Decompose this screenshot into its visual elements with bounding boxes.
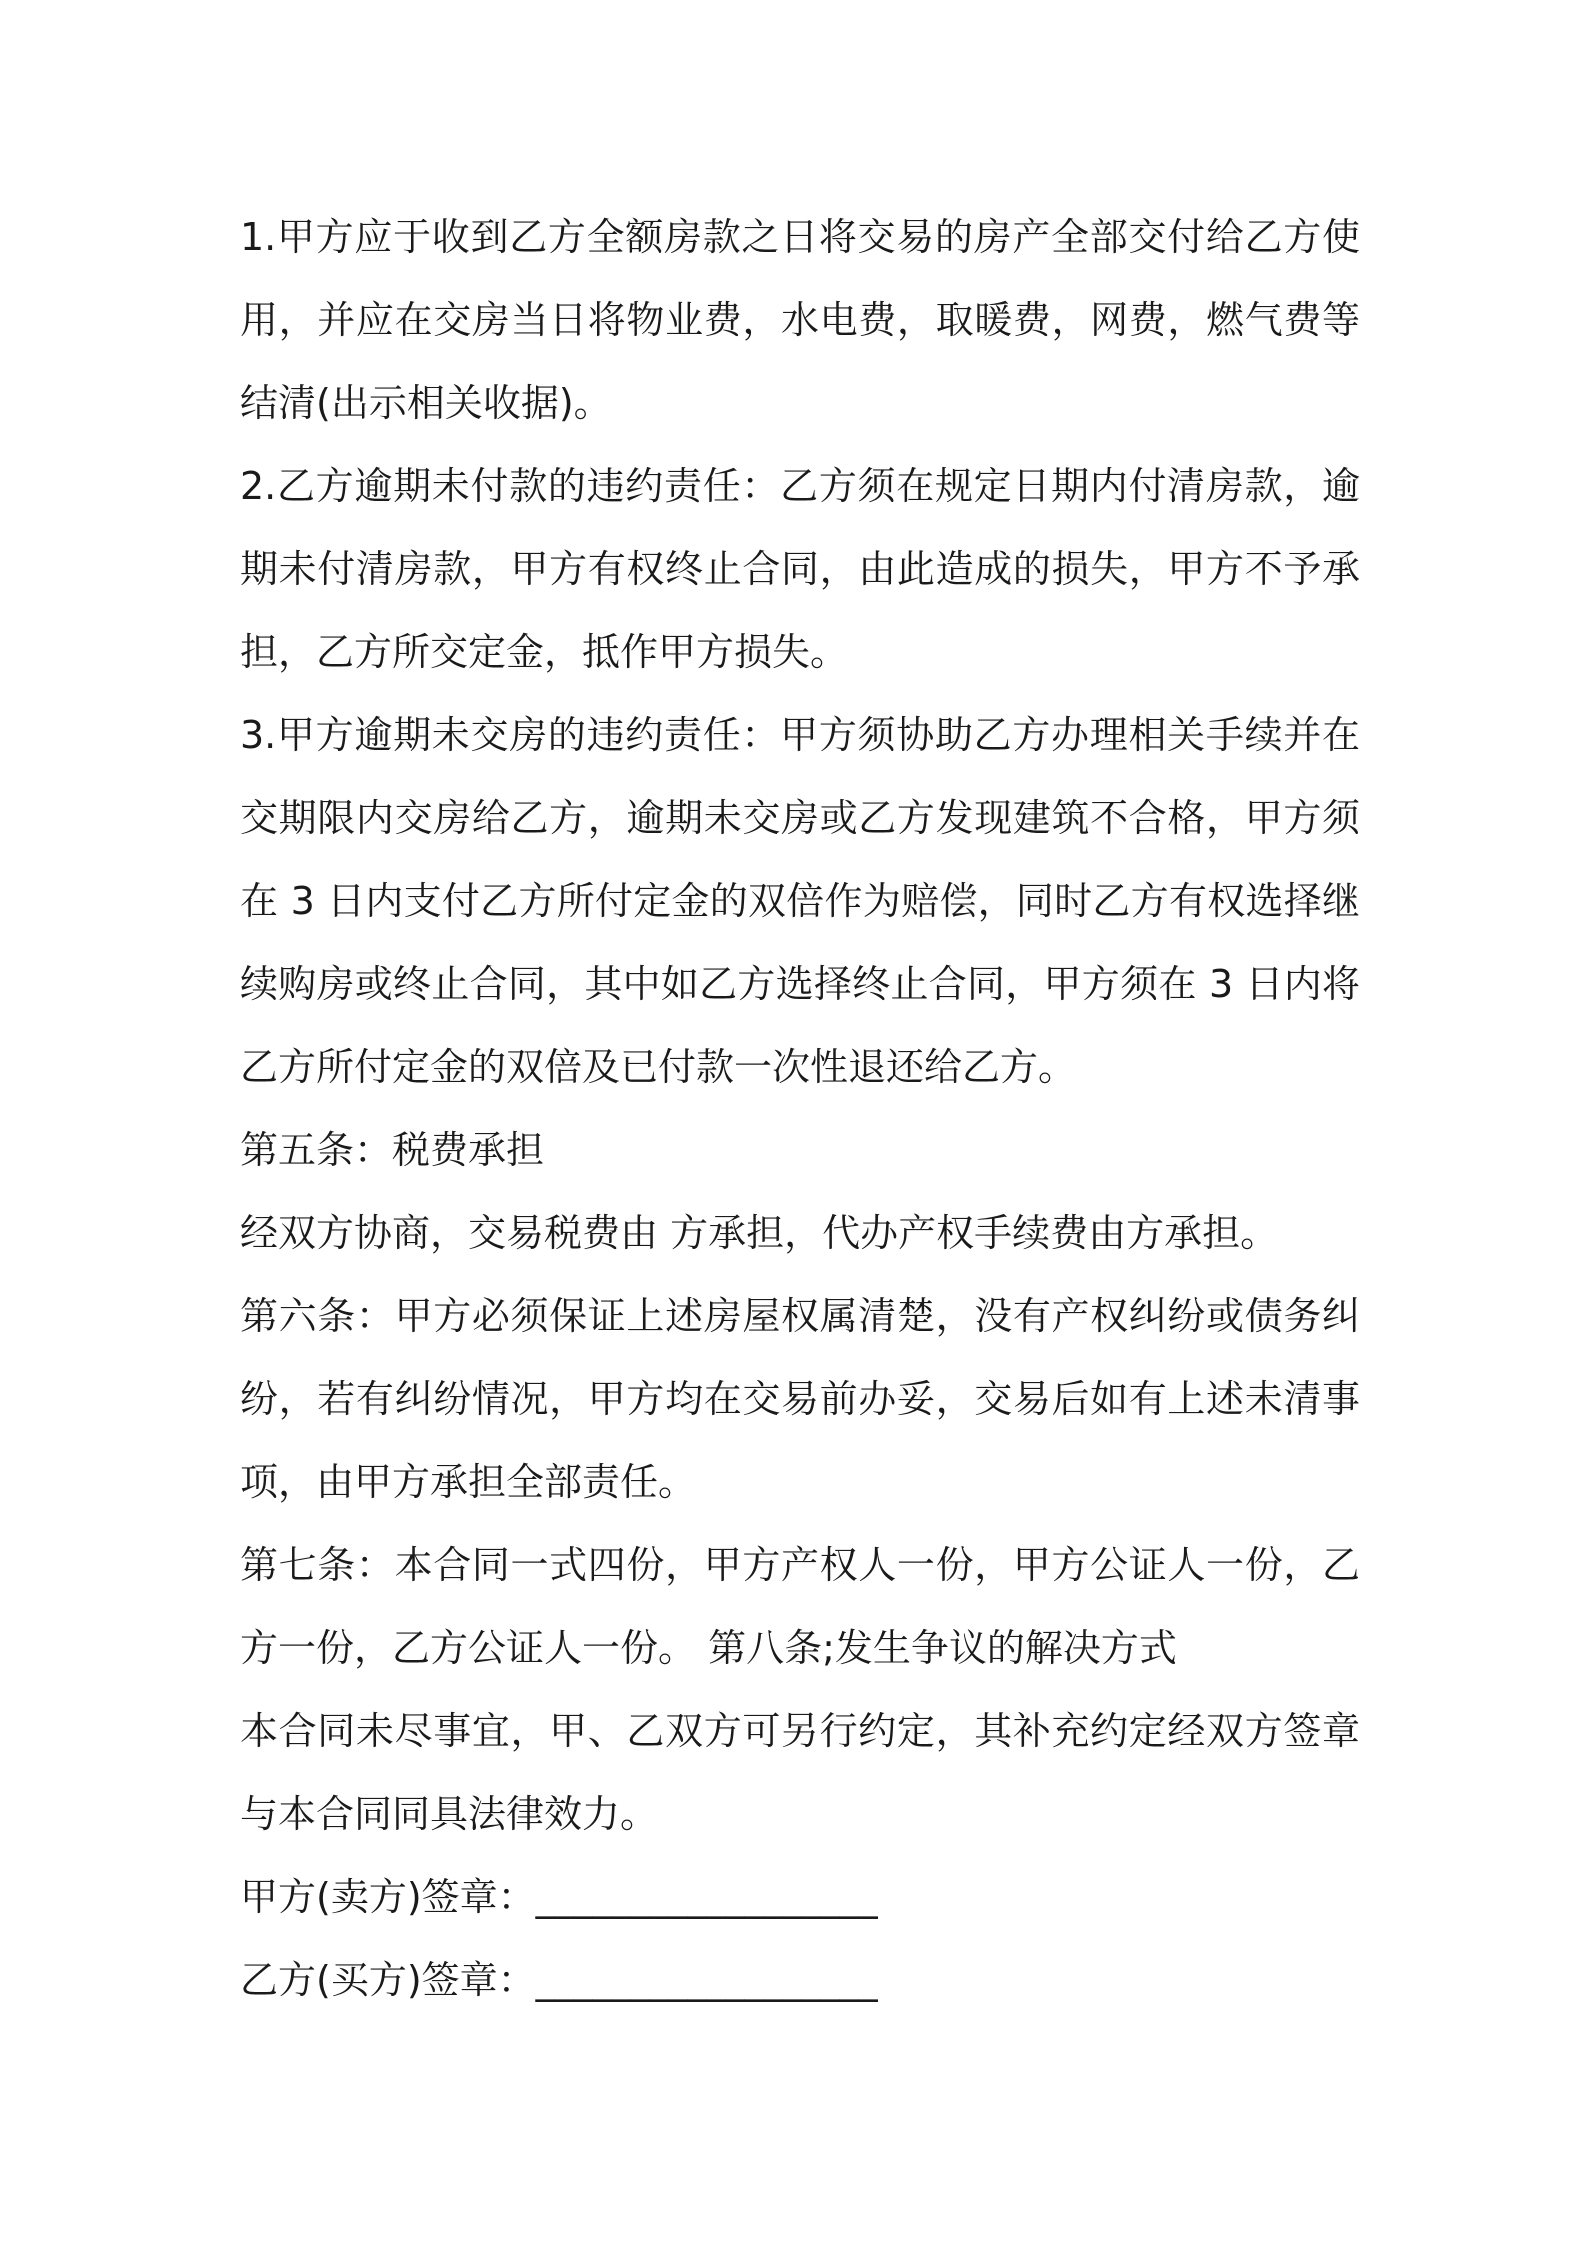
- article-5-heading: 第五条：税费承担: [240, 1128, 545, 1172]
- clause-delivery: 1.甲方应于收到乙方全额房款之日将交易的房产全部交付给乙方使用，并应在交房当日将物业费，水电费，取暖费，网费，燃气费等结清(出示相关收据)。: [240, 215, 1360, 425]
- supplementary-clause: 本合同未尽事宜，甲、乙双方可另行约定，其补充约定经双方签章与本合同同具法律效力。: [240, 1709, 1360, 1836]
- buyer-signature-line: 乙方(买方)签章：__________________: [240, 1958, 878, 2002]
- article-6-text: 第六条：甲方必须保证上述房屋权属清楚，没有产权纠纷或债务纠纷，若有纠纷情况，甲方均在交易前办妥，交易后如有上述未清事项，由甲方承担全部责任。: [240, 1294, 1360, 1504]
- article-5-text: 经双方协商，交易税费由 方承担，代办产权手续费由方承担。: [240, 1211, 1279, 1255]
- seller-signature-line: 甲方(卖方)签章：__________________: [240, 1875, 878, 1919]
- article-7-text: 第七条：本合同一式四份，甲方产权人一份，甲方公证人一份，乙方一份，乙方公证人一份。 第八条;发生争议的解决方式: [240, 1543, 1360, 1670]
- clause-buyer-late-payment: 2.乙方逾期未付款的违约责任：乙方须在规定日期内付清房款，逾期未付清房款，甲方有权终止合同，由此造成的损失，甲方不予承担，乙方所交定金，抵作甲方损失。: [240, 464, 1360, 674]
- clause-seller-late-delivery: 3.甲方逾期未交房的违约责任：甲方须协助乙方办理相关手续并在交期限内交房给乙方，逾期未交房或乙方发现建筑不合格，甲方须在 3 日内支付乙方所付定金的双倍作为赔偿，同时乙方有权选择继续购房或终止合同，其中如乙方选择终止合同，甲方须在 3 日内将乙方所付定金的双倍及已付款一次性退还给乙方。: [240, 713, 1360, 1089]
- contract-body: [240, 196, 1360, 2022]
